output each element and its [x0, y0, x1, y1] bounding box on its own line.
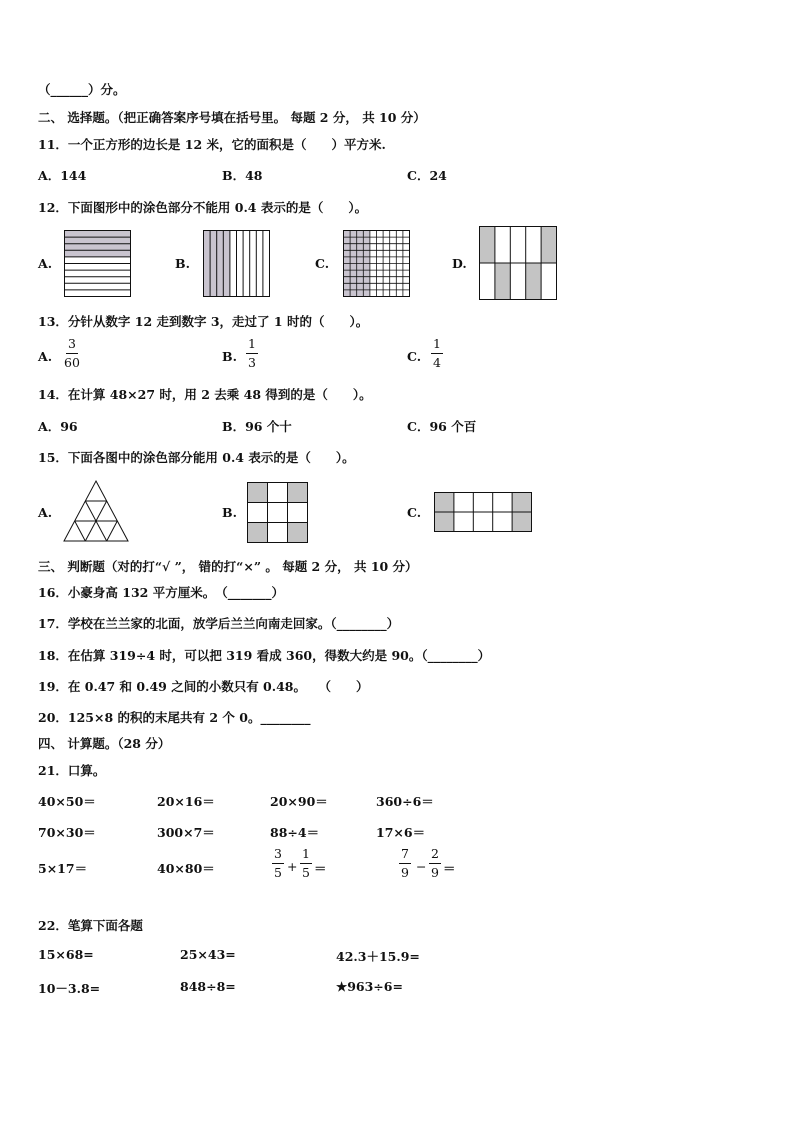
- q12-figure-d: [479, 226, 557, 300]
- oral-calc[interactable]: 70×30＝: [38, 825, 96, 840]
- prev-question-tail: （______）分。: [38, 82, 126, 97]
- section-2-heading: 二、 选择题。（把正确答案序号填在括号里。 每题 2 分， 共 10 分）: [38, 110, 426, 125]
- written-calc[interactable]: 42.3＋15.9=: [336, 949, 420, 964]
- equals-sign[interactable]: ＝: [314, 861, 327, 876]
- oral-calc[interactable]: 20×90＝: [270, 794, 328, 809]
- q13-option-b[interactable]: B.: [222, 349, 237, 364]
- question-20[interactable]: 20．125×8 的积的末尾共有 2 个 0。________: [38, 710, 311, 725]
- question-14: 14．在计算 48×27 时，用 2 去乘 48 得到的是（ ）。: [38, 387, 372, 402]
- question-19[interactable]: 19．在 0.47 和 0.49 之间的小数只有 0.48。 （ ）: [38, 679, 369, 694]
- q15-figure-b: [247, 482, 308, 543]
- question-21-title: 21．口算。: [38, 763, 106, 778]
- written-calc[interactable]: 25×43=: [180, 947, 236, 962]
- minus-sign: −: [416, 859, 427, 874]
- q13-fraction-c: $\frac{1}{4}$: [433, 336, 441, 370]
- q12-option-b[interactable]: B.: [175, 256, 190, 271]
- q12-option-a[interactable]: A.: [38, 256, 53, 271]
- question-18[interactable]: 18．在估算 319÷4 时，可以把 319 看成 360，得数大约是 90。（________）: [38, 648, 491, 663]
- section-3-heading: 三、 判断题（对的打“√ ”， 错的打“×” 。 每题 2 分， 共 10 分）: [38, 559, 418, 574]
- oral-calc[interactable]: 40×50＝: [38, 794, 96, 809]
- oral-calc[interactable]: 300×7＝: [157, 825, 215, 840]
- q14-option-a[interactable]: A．96: [38, 419, 78, 434]
- fraction-seven-ninths: $\frac{7}{9}$: [401, 846, 409, 880]
- fraction-one-fifth: $\frac{1}{5}$: [302, 846, 310, 880]
- question-13: 13．分针从数字 12 走到数字 3，走过了 1 时的（ ）。: [38, 314, 369, 329]
- question-11: 11．一个正方形的边长是 12 米，它的面积是（ ）平方米.: [38, 137, 386, 152]
- fraction-two-ninths: $\frac{2}{9}$: [431, 846, 439, 880]
- question-22-title: 22．笔算下面各题: [38, 918, 143, 933]
- q14-option-b[interactable]: B．96 个十: [222, 419, 292, 434]
- q15-figure-a: [63, 480, 129, 542]
- q12-option-c[interactable]: C.: [315, 256, 330, 271]
- q13-fraction-b: $\frac{1}{3}$: [248, 336, 256, 370]
- q12-figure-a: [64, 230, 131, 297]
- oral-calc[interactable]: 5×17＝: [38, 861, 88, 876]
- written-calc[interactable]: 848÷8=: [180, 979, 236, 994]
- fraction-three-fifths: $\frac{3}{5}$: [274, 846, 282, 880]
- q15-option-b[interactable]: B.: [222, 505, 237, 520]
- section-4-heading: 四、 计算题。（28 分）: [38, 736, 171, 751]
- q13-option-a[interactable]: A.: [38, 349, 53, 364]
- oral-calc[interactable]: 360÷6＝: [376, 794, 434, 809]
- q12-figure-b: [203, 230, 270, 297]
- oral-calc[interactable]: 88÷4＝: [270, 825, 320, 840]
- q13-fraction-a: $\frac{3}{60}$: [64, 336, 80, 370]
- question-17[interactable]: 17．学校在兰兰家的北面，放学后兰兰向南走回家。（________）: [38, 616, 400, 631]
- q12-figure-c: [343, 230, 410, 297]
- q11-option-b[interactable]: B．48: [222, 168, 263, 183]
- equals-sign[interactable]: ＝: [443, 861, 456, 876]
- oral-calc[interactable]: 17×6＝: [376, 825, 426, 840]
- q11-option-c[interactable]: C．24: [407, 168, 447, 183]
- q15-option-a[interactable]: A.: [38, 505, 53, 520]
- question-15: 15．下面各图中的涂色部分能用 0.4 表示的是（ ）。: [38, 450, 355, 465]
- written-calc[interactable]: ★963÷6=: [336, 979, 403, 994]
- oral-calc[interactable]: 20×16＝: [157, 794, 215, 809]
- written-calc[interactable]: 10－3.8=: [38, 981, 101, 996]
- q13-option-c[interactable]: C.: [407, 349, 422, 364]
- oral-calc[interactable]: 40×80＝: [157, 861, 215, 876]
- q12-option-d[interactable]: D.: [452, 256, 467, 271]
- plus-sign: +: [287, 859, 298, 874]
- question-16[interactable]: 16．小豪身高 132 平方厘米。 （_______）: [38, 585, 284, 600]
- q15-figure-c: [434, 492, 532, 532]
- q14-option-c[interactable]: C．96 个百: [407, 419, 477, 434]
- question-12: 12．下面图形中的涂色部分不能用 0.4 表示的是（ ）。: [38, 200, 368, 215]
- q15-option-c[interactable]: C.: [407, 505, 422, 520]
- written-calc[interactable]: 15×68=: [38, 947, 94, 962]
- q11-option-a[interactable]: A．144: [38, 168, 87, 183]
